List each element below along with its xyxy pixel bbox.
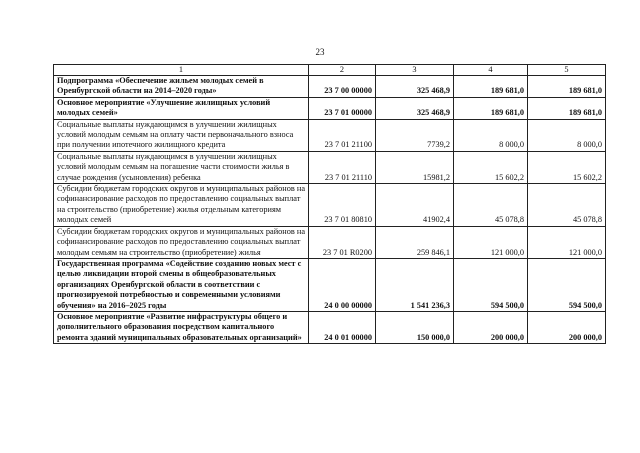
row-value-cell: 259 846,1	[376, 226, 454, 258]
row-value-cell: 7739,2	[376, 119, 454, 151]
header-cell: 1	[54, 65, 309, 76]
row-value-cell: 594 500,0	[454, 258, 528, 311]
table-row	[54, 119, 606, 151]
row-name-cell: Основное мероприятие «Развитие инфраструктуры общего и дополнительного образования посредством капитального ремонта зданий муниципальных образовательных организаций»	[54, 311, 309, 343]
header-cell: 2	[309, 65, 376, 76]
row-value-cell: 189 681,0	[454, 97, 528, 119]
row-name-cell: Государственная программа «Содействие созданию новых мест с целью ликвидации второй смены в общеобразовательных организациях Оренбургской области в соответствии с прогнозируемой потребностью и современными условиями обучения» на 2016–2025 годы	[54, 258, 309, 311]
table-header-row	[54, 65, 606, 76]
row-value-cell: 8 000,0	[528, 119, 606, 151]
row-value-cell: 15 602,2	[528, 151, 606, 183]
page-number: 23	[315, 47, 325, 57]
budget-table	[53, 64, 606, 344]
header-cell: 5	[528, 65, 606, 76]
row-value-cell: 45 078,8	[454, 184, 528, 227]
table-row	[54, 258, 606, 311]
row-value-cell: 594 500,0	[528, 258, 606, 311]
row-name-cell: Подпрограмма «Обеспечение жильем молодых семей в Оренбургской области на 2014–2020 годы»	[54, 76, 309, 98]
row-value-cell: 45 078,8	[528, 184, 606, 227]
row-value-cell: 15 602,2	[454, 151, 528, 183]
row-code-cell: 23 7 01 80810	[309, 184, 376, 227]
row-name-cell: Субсидии бюджетам городских округов и муниципальных районов на софинансирование расходов по предоставлению социальных выплат молодым семьям на строительство (приобретение) жилья	[54, 226, 309, 258]
row-value-cell: 200 000,0	[528, 311, 606, 343]
table-row	[54, 76, 606, 98]
table-row	[54, 311, 606, 343]
header-cell: 4	[454, 65, 528, 76]
row-value-cell: 200 000,0	[454, 311, 528, 343]
row-value-cell: 121 000,0	[528, 226, 606, 258]
row-value-cell: 325 468,9	[376, 97, 454, 119]
row-value-cell: 41902,4	[376, 184, 454, 227]
row-value-cell: 121 000,0	[454, 226, 528, 258]
table-row	[54, 226, 606, 258]
row-code-cell: 24 0 01 00000	[309, 311, 376, 343]
row-value-cell: 1 541 236,3	[376, 258, 454, 311]
row-value-cell: 325 468,9	[376, 76, 454, 98]
row-code-cell: 23 7 01 00000	[309, 97, 376, 119]
row-value-cell: 8 000,0	[454, 119, 528, 151]
header-cell: 3	[376, 65, 454, 76]
row-value-cell: 189 681,0	[528, 97, 606, 119]
row-code-cell: 24 0 00 00000	[309, 258, 376, 311]
table-row	[54, 151, 606, 183]
row-value-cell: 189 681,0	[454, 76, 528, 98]
row-code-cell: 23 7 00 00000	[309, 76, 376, 98]
row-value-cell: 15981,2	[376, 151, 454, 183]
table-row	[54, 97, 606, 119]
row-code-cell: 23 7 01 21110	[309, 151, 376, 183]
row-name-cell: Социальные выплаты нуждающимся в улучшении жилищных условий молодым семьям на оплату части первоначального взноса при получении ипотечного жилищного кредита	[54, 119, 309, 151]
row-name-cell: Субсидии бюджетам городских округов и муниципальных районов на софинансирование расходов по предоставлению социальных выплат на строительство (приобретение) жилья отдельным категориям молодых семей	[54, 184, 309, 227]
row-name-cell: Социальные выплаты нуждающимся в улучшении жилищных условий молодым семьям на погашение части стоимости жилья в случае рождения (усыновления) ребенка	[54, 151, 309, 183]
row-code-cell: 23 7 01 21100	[309, 119, 376, 151]
row-value-cell: 150 000,0	[376, 311, 454, 343]
row-code-cell: 23 7 01 R0200	[309, 226, 376, 258]
table-row	[54, 184, 606, 227]
row-name-cell: Основное мероприятие «Улучшение жилищных условий молодых семей»	[54, 97, 309, 119]
row-value-cell: 189 681,0	[528, 76, 606, 98]
